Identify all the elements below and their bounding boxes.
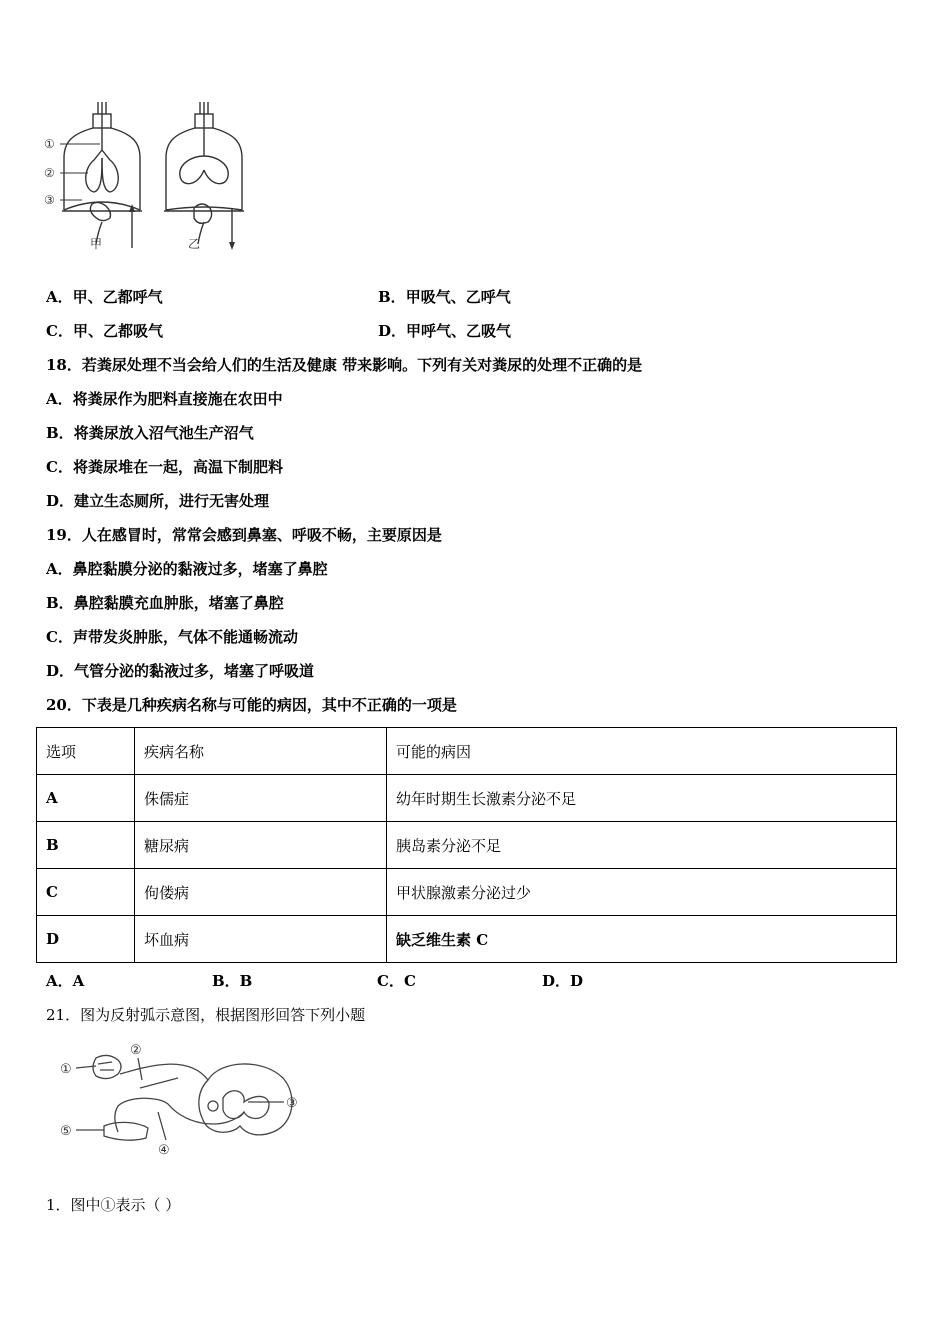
q18-stem: 18．若粪尿处理不当会给人们的生活及健康 带来影响。下列有关对粪尿的处理不正确的是 [46, 356, 643, 374]
figure1-label-1: ① [44, 137, 55, 151]
jar-jia [62, 102, 142, 248]
q17-option-c[interactable]: C．甲、乙都吸气 [46, 322, 163, 340]
table-cell: 侏儒症 [135, 775, 387, 822]
q20-stem: 20．下表是几种疾病名称与可能的病因，其中不正确的一项是 [46, 696, 457, 714]
table-cell: C [37, 869, 135, 916]
q19-option-a[interactable]: A．鼻腔黏膜分泌的黏液过多，堵塞了鼻腔 [46, 560, 328, 578]
q20-option-b[interactable]: B．B [212, 972, 253, 990]
figure1-label-yi: 乙 [188, 237, 201, 251]
reflex-arc-figure [58, 1040, 308, 1162]
table-cell: 糖尿病 [135, 822, 387, 869]
table-row [37, 822, 897, 869]
q18-option-a[interactable]: A．将粪尿作为肥料直接施在农田中 [46, 390, 283, 408]
table-cell: 佝偻病 [135, 869, 387, 916]
q20-option-d[interactable]: D．D [542, 972, 584, 990]
table-cell: 幼年时期生长激素分泌不足 [387, 775, 897, 822]
table-row [37, 916, 897, 963]
q17-option-b[interactable]: B．甲吸气、乙呼气 [378, 288, 511, 306]
table-cell: 胰岛素分泌不足 [387, 822, 897, 869]
q17-option-d[interactable]: D．甲呼气、乙吸气 [378, 322, 512, 340]
reflex-label-2: ② [130, 1043, 142, 1058]
table-row [37, 775, 897, 822]
table-row [37, 869, 897, 916]
table-header-cell: 疾病名称 [135, 728, 387, 775]
q19-option-c[interactable]: C．声带发炎肿胀，气体不能通畅流动 [46, 628, 298, 646]
table-header-cell: 选项 [37, 728, 135, 775]
reflex-label-1: ① [60, 1062, 72, 1077]
figure1-label-2: ② [44, 166, 55, 180]
q19-option-b[interactable]: B．鼻腔黏膜充血肿胀，堵塞了鼻腔 [46, 594, 284, 612]
q18-option-d[interactable]: D．建立生态厕所，进行无害处理 [46, 492, 270, 510]
q19-stem: 19．人在感冒时，常常会感到鼻塞、呼吸不畅，主要原因是 [46, 526, 442, 544]
bell-jar-lung-model-figure [42, 98, 252, 258]
reflex-label-4: ④ [158, 1143, 170, 1158]
table-cell: A [37, 775, 135, 822]
table-cell: D [37, 916, 135, 963]
q17-option-a[interactable]: A．甲、乙都呼气 [46, 288, 163, 306]
q18-option-c[interactable]: C．将粪尿堆在一起，高温下制肥料 [46, 458, 283, 476]
reflex-label-3: ③ [286, 1096, 298, 1111]
q19-option-d[interactable]: D．气管分泌的黏液过多，堵塞了呼吸道 [46, 662, 315, 680]
disease-table [36, 727, 897, 963]
figure1-label-3: ③ [44, 193, 55, 207]
q21-sub1: 1．图中①表示（ ） [46, 1196, 181, 1214]
figure1-label-jia: 甲 [90, 237, 103, 251]
table-header-row [37, 728, 897, 775]
q18-option-b[interactable]: B．将粪尿放入沼气池生产沼气 [46, 424, 254, 442]
q21-stem: 21．图为反射弧示意图，根据图形回答下列小题 [46, 1006, 366, 1024]
table-cell: B [37, 822, 135, 869]
q20-option-c[interactable]: C．C [377, 972, 416, 990]
table-cell: 坏血病 [135, 916, 387, 963]
reflex-label-5: ⑤ [60, 1124, 72, 1139]
table-cell: 缺乏维生素 C [387, 916, 897, 963]
table-header-cell: 可能的病因 [387, 728, 897, 775]
table-cell: 甲状腺激素分泌过少 [387, 869, 897, 916]
q20-option-a[interactable]: A．A [46, 972, 85, 990]
jar-yi [164, 102, 244, 244]
